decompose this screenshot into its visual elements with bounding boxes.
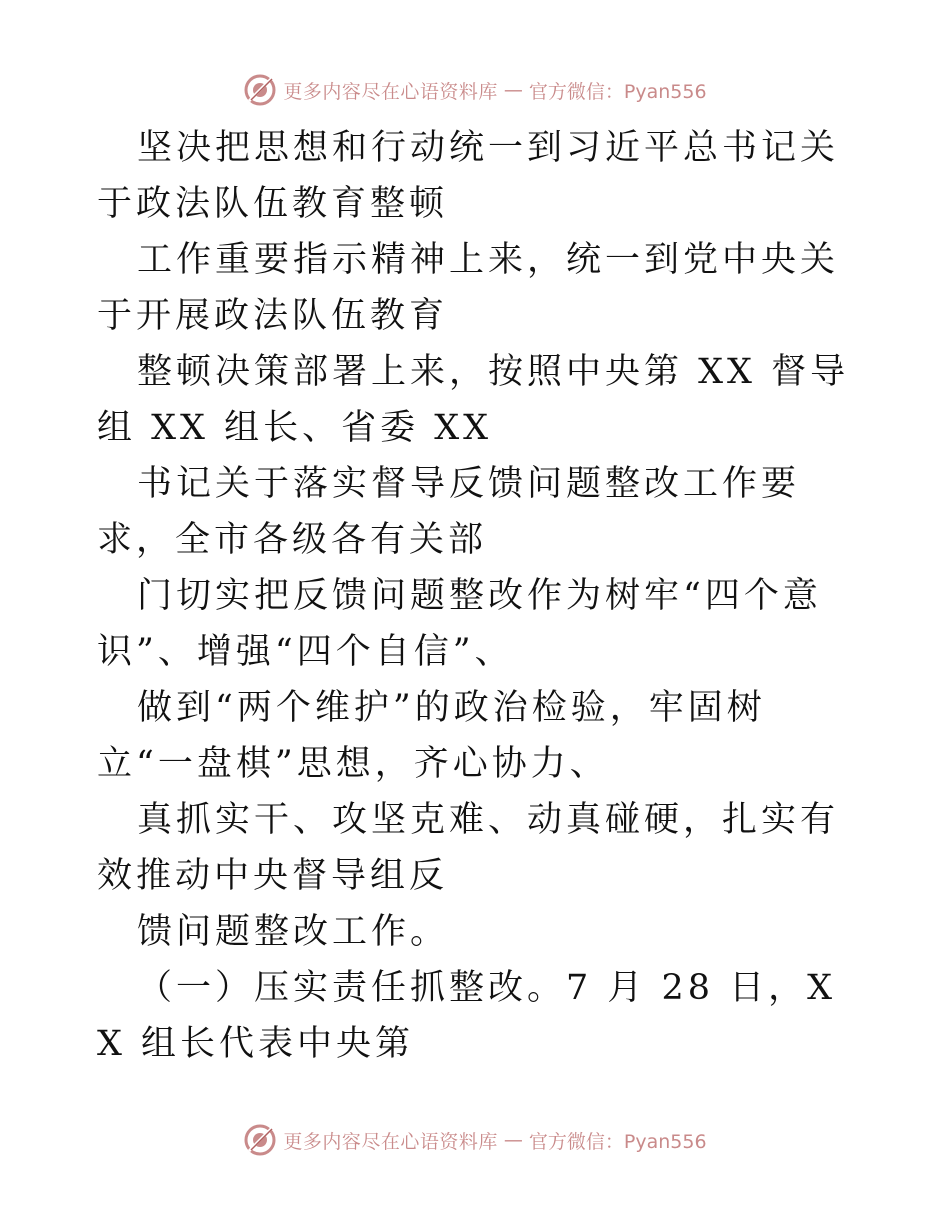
watermark-text: 更多内容尽在心语资料库 bbox=[283, 80, 498, 103]
watermark-text: 更多内容尽在心语资料库 bbox=[283, 1130, 498, 1153]
paragraph-line: 真抓实干、攻坚克难、动真碰硬，扎实有效推动中央督导组反 bbox=[97, 800, 840, 896]
quill-seal-icon bbox=[243, 73, 277, 107]
watermark-contact: 官方微信：Pyan556 bbox=[528, 1130, 707, 1153]
paragraph-line: 工作重要指示精神上来，统一到党中央关于开展政法队伍教育 bbox=[97, 240, 840, 336]
footer-watermark bbox=[0, 1120, 950, 1160]
paragraph-line: 做到“两个维护”的政治检验，牢固树立“一盘棋”思想，齐心协力、 bbox=[97, 688, 766, 784]
watermark-separator: — bbox=[503, 1129, 523, 1151]
header-watermark bbox=[0, 70, 950, 110]
watermark-separator: — bbox=[503, 79, 523, 101]
paragraph-line: 书记关于落实督导反馈问题整改工作要求，全市各级各有关部 bbox=[97, 464, 801, 560]
paragraph-line: 门切实把反馈问题整改作为树牢“四个意识”、增强“四个自信”、 bbox=[97, 576, 822, 672]
paragraph-line: 坚决把思想和行动统一到习近平总书记关于政法队伍教育整顿 bbox=[97, 128, 840, 224]
document-body bbox=[97, 120, 857, 1072]
paragraph-line: （一）压实责任抓整改。7 月 28 日，XX 组长代表中央第 bbox=[97, 968, 837, 1064]
paragraph-line: 馈问题整改工作。 bbox=[137, 912, 450, 952]
paragraph-line: 整顿决策部署上来，按照中央第 XX 督导组 XX 组长、省委 XX bbox=[97, 352, 850, 448]
quill-seal-icon bbox=[243, 1123, 277, 1157]
watermark-contact: 官方微信：Pyan556 bbox=[528, 80, 707, 103]
